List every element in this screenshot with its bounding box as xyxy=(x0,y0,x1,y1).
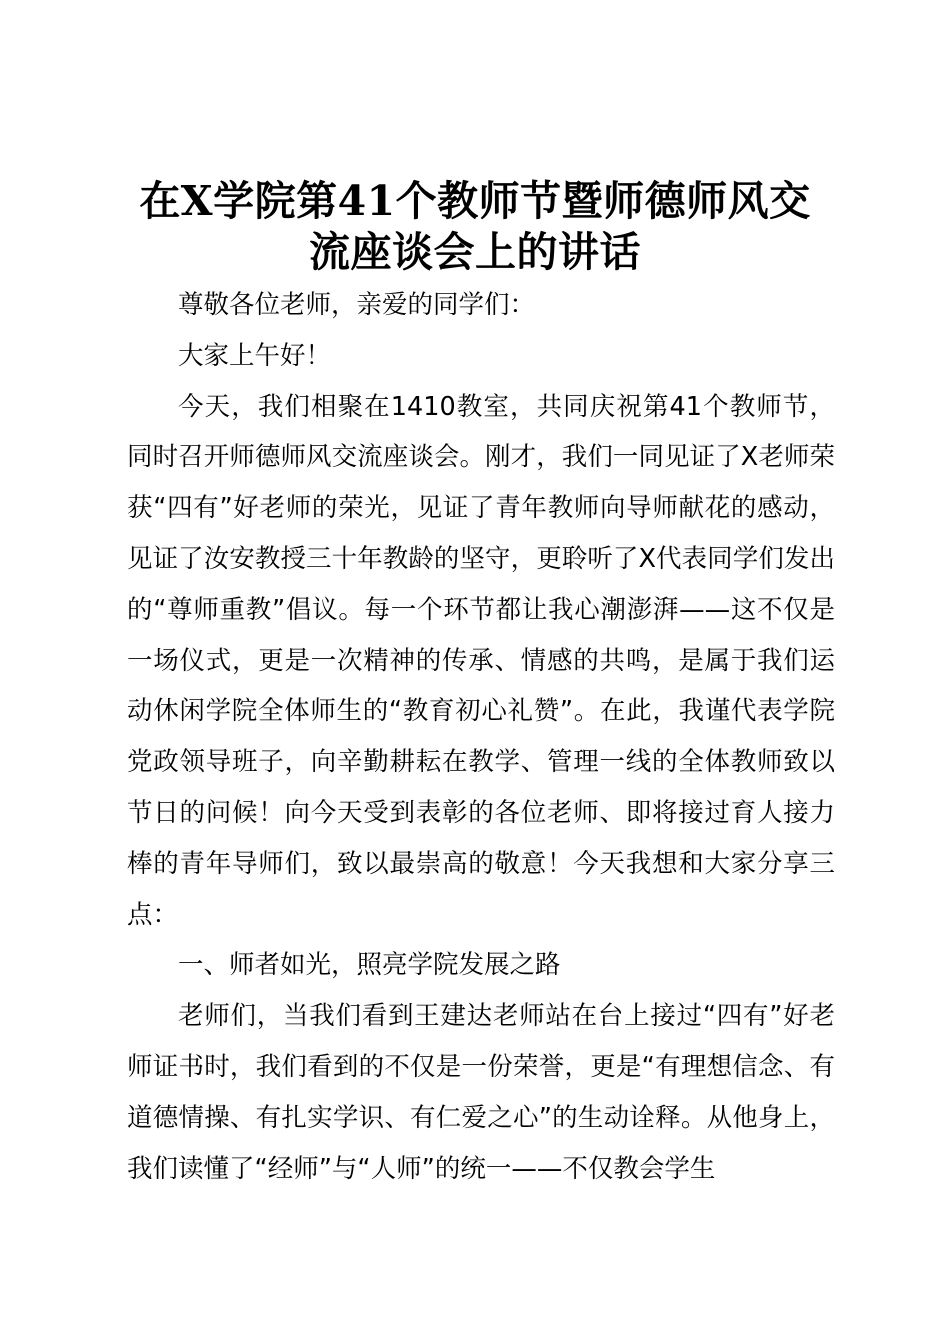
salutation-paragraph: 尊敬各位老师，亲爱的同学们： xyxy=(178,290,536,320)
document-body xyxy=(127,280,835,1194)
body-paragraph: 今天，我们相聚在1410教室，共同庆祝第41个教师节，同时召开师德师风交流座谈会。刚才，我们一同见证了X老师荣获“四有”好老师的荣光，见证了青年教师向导师献花的感动，见证了汝安教授三十年教龄的坚守，更聆听了X代表同学们发出的“尊师重教”倡议。每一个环节都让我心潮澎湃——这不仅是一场仪式，更是一次精神的传承、情感的共鸣，是属于我们运动休闲学院全体师生的“教育初心礼赞”。在此，我谨代表学院党政领导班子，向辛勤耕耘在教学、管理一线的全体教师致以节日的问候！向今天受到表彰的各位老师、即将接过育人接力棒的青年导师们，致以最崇高的敬意！今天我想和大家分享三点： xyxy=(127,391,835,930)
document-title: 在X学院第41个教师节暨师德师风交流座谈会上的讲话 xyxy=(139,177,811,276)
section-heading: 一、师者如光，照亮学院发展之路 xyxy=(178,950,561,981)
body-paragraph: 老师们，当我们看到王建达老师站在台上接过“四有”好老师证书时，我们看到的不仅是一份荣誉，更是“有理想信念、有道德情操、有扎实学识、有仁爱之心”的生动诠释。从他身上，我们读懂了“经师”与“人师”的统一——不仅教会学生 xyxy=(127,1001,835,1184)
greeting-paragraph: 大家上午好！ xyxy=(178,340,332,371)
